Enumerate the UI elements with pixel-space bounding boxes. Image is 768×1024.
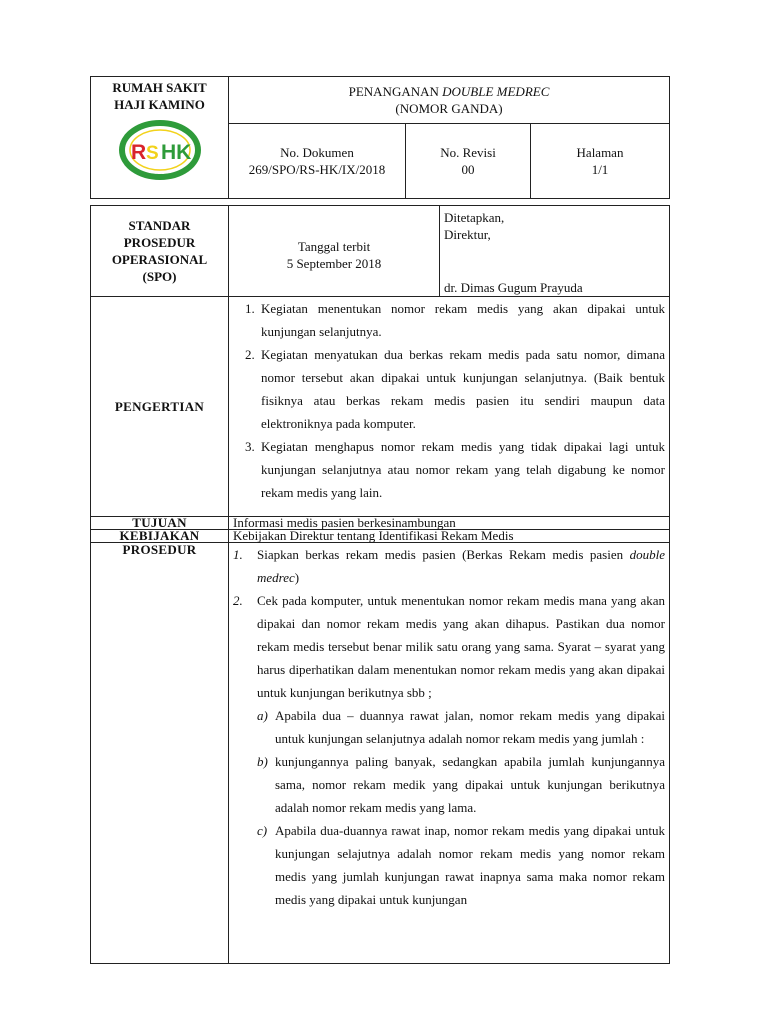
doc-number-value: 269/SPO/RS-HK/IX/2018 (248, 162, 386, 177)
issue-date-label: Tanggal terbit (297, 239, 371, 254)
issue-date-cell (229, 206, 440, 297)
page-number-cell (531, 124, 670, 199)
page-value: 1/1 (591, 162, 609, 177)
doc-number-label: No. Dokumen (280, 145, 354, 160)
approval-role: Direktur, (444, 227, 491, 242)
prosedur-content (229, 543, 670, 964)
hospital-cell (91, 77, 229, 199)
director-name: dr. Dimas Gugum Prayuda (444, 280, 583, 295)
tujuan-label: TUJUAN (91, 517, 229, 530)
title-cell (229, 77, 670, 124)
criteria-list (233, 704, 665, 911)
definition-item: 2. Kegiatan menyatukan dua berkas rekam medis pada satu nomor, dimana nomor tersebut akan dipakai untuk kunjungan selanjutnya. (Baik bentuk fisiknya atau berkas rekam medis pasien itu sendiri maupun data elektroniknya pada komputer. (245, 347, 665, 431)
definition-item: 3. Kegiatan menghapus nomor rekam medis yang tidak dipakai lagi untuk kunjungan selanjutnya atau nomor rekam yang telah digabung ke nomor rekam medis yang lain. (245, 439, 665, 500)
criteria-item: a) Apabila dua – duannya rawat jalan, nomor rekam medis yang dipakai untuk kunjungan selanjutnya adalah nomor rekam medis yang jumlah : (257, 708, 665, 746)
spo-table (90, 205, 670, 964)
criteria-item: b) kunjungannya paling banyak, sedangkan apabila jumlah kunjungannya sama, nomor rekam medik yang dipakai untuk kunjungan berikutnya adalah nomor rekam medis yang lama. (257, 754, 665, 815)
approval-label: Ditetapkan, (444, 210, 505, 225)
procedure-step-2: 2. Cek pada komputer, untuk menentukan nomor rekam medis mana yang akan dipakai dan nomor rekam medis yang akan dihapus. Pastikan dua nomor rekam medis tersebut benar milik satu orang yang sama. Syarat – syarat yang harus diperhatikan dalam menentukan nomor rekam medis yang akan dipakai untuk kunjungan berikutnya sbb ; (233, 593, 665, 700)
revision-value: 00 (461, 162, 475, 177)
pengertian-content (229, 297, 670, 517)
procedure-step-1: 1. Siapkan berkas rekam medis pasien (Berkas Rekam medis pasien double medrec) (233, 547, 665, 585)
revision-cell (406, 124, 531, 199)
spo-label-cell: STANDAR PROSEDUR OPERASIONAL (SPO) (91, 206, 229, 297)
svg-text:S: S (145, 143, 159, 164)
doc-number-cell (229, 124, 406, 199)
pengertian-label: PENGERTIAN (91, 297, 229, 517)
hospital-logo (117, 119, 203, 181)
document-title: PENANGANAN DOUBLE MEDREC (348, 84, 550, 99)
approval-cell (440, 206, 670, 297)
hospital-name: RUMAH SAKIT HAJI KAMINO (112, 80, 207, 112)
header-table (90, 76, 670, 199)
svg-text:HK: HK (160, 141, 191, 164)
criteria-item: c) Apabila dua-duannya rawat inap, nomor rekam medis yang dipakai untuk kunjungan selajutnya adalah nomor rekam medis yang nomor rekam medis yang jumlah kunjungan rawat inapnya sama maka nomor rekam medis yang dipakai untuk kunjungan (257, 823, 665, 907)
kebijakan-text: Kebijakan Direktur tentang Identifikasi Rekam Medis (229, 530, 670, 543)
revision-label: No. Revisi (440, 145, 496, 160)
page-label: Halaman (576, 145, 624, 160)
procedure-list (233, 543, 665, 911)
kebijakan-label: KEBIJAKAN (91, 530, 229, 543)
issue-date-value: 5 September 2018 (286, 256, 382, 271)
svg-text:R: R (130, 141, 146, 164)
tujuan-text: Informasi medis pasien berkesinambungan (229, 517, 670, 530)
definition-item: 1. Kegiatan menentukan nomor rekam medis yang akan dipakai untuk kunjungan selanjutnya. (245, 301, 665, 339)
document-subtitle: (NOMOR GANDA) (395, 101, 503, 116)
definition-list (229, 297, 669, 504)
prosedur-label: PROSEDUR (91, 543, 229, 964)
